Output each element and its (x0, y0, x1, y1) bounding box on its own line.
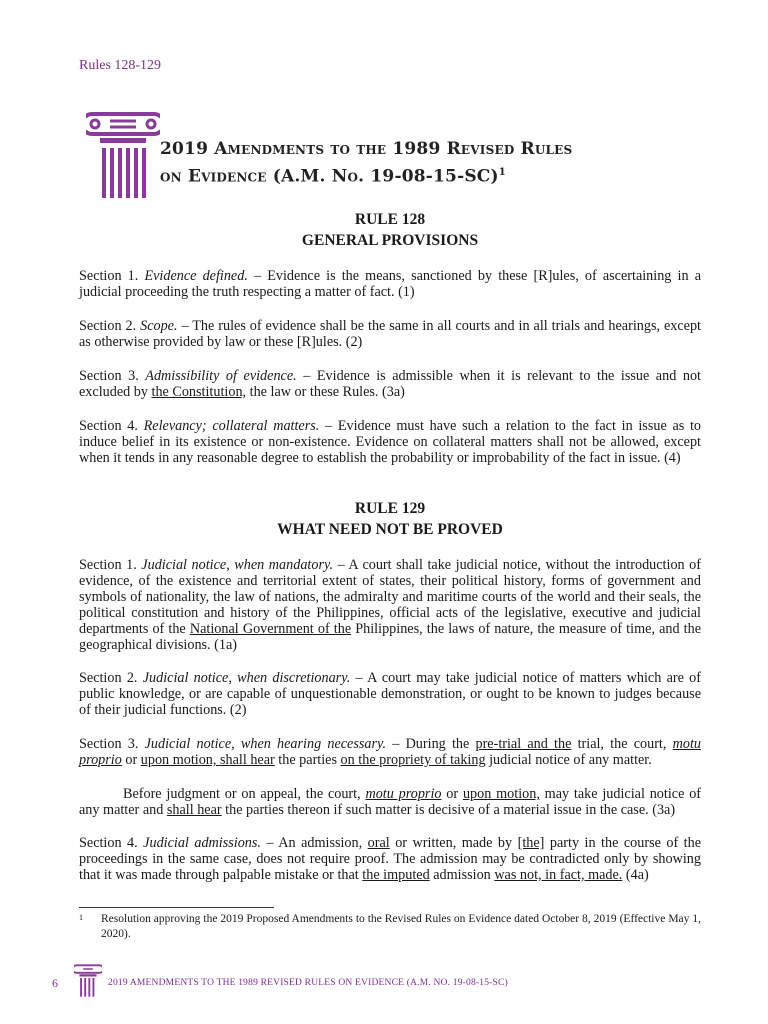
section-body: – The rules of evidence shall be the same in all courts and in all trials and hearings, except as otherwise provided by law or these [R]ules. (2) (79, 318, 701, 350)
section-body: the parties thereon if such matter is decisive of a material issue in the case. (3a) (221, 802, 676, 818)
amended-text: upon motion, (462, 786, 540, 802)
section-body: – During the (386, 736, 476, 752)
section-body: party in the course of the proceedings in the same case, does not require proof. The admission may be contradicted only by showing that it was made through palpable mistake or that (79, 835, 701, 883)
section-body: – Evidence is the means, sanctioned by these [R]ules, of ascertaining in a judicial proceeding the truth respecting a matter of fact. (1) (79, 268, 701, 300)
rule-129-name: WHAT NEED NOT BE PROVED (277, 521, 503, 538)
rule128-section-1 (79, 268, 701, 300)
section-body: or (441, 786, 463, 802)
section-heading: Admissibility of evidence. (145, 368, 297, 384)
pillar-icon (74, 963, 102, 999)
section-body: – A court shall take judicial notice, without the introduction of evidence, of the existence and territorial extent of states, their political history, forms of government and symbols of nationality, the law of nations, the admiralty and maritime courts of the world and their seals, the political constitution and history of the Philippines, official acts of the legislative, executive and judicial departments of the (79, 557, 701, 637)
rule129-section-1 (79, 557, 701, 653)
section-label: Section 2. (79, 318, 141, 334)
section-label: Section 4. (79, 835, 144, 851)
rule128-section-3 (79, 368, 701, 400)
footnote (79, 912, 701, 942)
amended-text: was not, in fact, made. (494, 867, 623, 883)
section-label: Section 3. (79, 736, 145, 752)
section-heading: Relevancy; collateral matters. (143, 418, 320, 434)
section-body: trial, the court, (571, 736, 673, 752)
section-label: Section 1. (79, 268, 145, 284)
document-title (160, 137, 680, 189)
amended-text: the Constitution, (151, 384, 247, 400)
footnote-divider (79, 907, 274, 908)
section-body: judicial notice of any matter. (485, 752, 652, 768)
section-body: Before judgment or on appeal, the court, (123, 786, 366, 802)
title-line-2 (160, 161, 680, 189)
section-label: Section 4. (79, 418, 144, 434)
section-body: Philippines, the laws of nature, the measure of time, and the geographical divisions. (1a) (79, 621, 702, 653)
amended-text: [the] (517, 835, 545, 851)
section-body: may take judicial notice of any matter and (79, 786, 702, 818)
section-heading: Judicial admissions. (143, 835, 261, 851)
section-body: – Evidence must have such a relation to the fact in issue as to induce belief in its existence or non-existence. Evidence on collateral matters shall not be allowed, except when it tends in any reasonable degree to establish the probability or improbability of the fact in issue. (4) (79, 418, 702, 466)
page-number: 6 (52, 976, 58, 990)
section-body: the law or these Rules. (3a) (246, 384, 405, 400)
rule129-section-3-paragraph-2 (79, 786, 701, 818)
title-line-2-text: on Evidence (A.M. No. 19-08-15-SC) (160, 166, 499, 187)
amended-text: on the propriety of taking (340, 752, 486, 768)
amended-text: motu proprio (79, 736, 701, 768)
running-header: Rules 128-129 (79, 58, 162, 73)
rule-128-heading (79, 209, 701, 251)
rule-128-name: GENERAL PROVISIONS (301, 232, 479, 249)
footnote-number: 1 (79, 913, 83, 922)
title-footnote-mark: 1 (498, 167, 506, 178)
amended-text: pre-trial and the (475, 736, 572, 752)
rule-128-number: RULE 128 (354, 211, 426, 228)
section-heading: Judicial notice, when mandatory. (141, 557, 334, 573)
section-body: (4a) (622, 867, 649, 883)
section-heading: Scope. (140, 318, 178, 334)
amended-text: the imputed (362, 867, 430, 883)
section-body: admission (429, 867, 495, 883)
amended-text: oral (367, 835, 390, 851)
amended-text: National Government of the (189, 621, 352, 637)
amended-text: upon motion, shall hear (140, 752, 275, 768)
rule129-section-4 (79, 835, 701, 883)
running-footer-title: 2019 AMENDMENTS TO THE 1989 REVISED RULES ON EVIDENCE (A.M. NO. 19-08-15-SC) (108, 978, 508, 988)
section-heading: Judicial notice, when discretionary. (142, 670, 351, 686)
title-line-1: 2019 Amendments to the 1989 Revised Rules (160, 139, 573, 159)
section-heading: Judicial notice, when hearing necessary. (144, 736, 387, 752)
section-body: or written, made by (389, 835, 518, 851)
pillar-icon (86, 108, 160, 204)
rule-129-number: RULE 129 (354, 500, 426, 517)
amended-text: shall hear (166, 802, 222, 818)
rule128-section-2 (79, 318, 701, 350)
rule129-section-3 (79, 736, 701, 768)
section-body: – A court may take judicial notice of matters which are of public knowledge, or are capable of unquestionable demonstration, or ought to be known to judges because of their judicial functions. (2) (79, 670, 701, 718)
section-body: – Evidence is admissible when it is relevant to the issue and not excluded by (79, 368, 701, 400)
rule128-section-4 (79, 418, 701, 466)
rule-129-heading (79, 498, 701, 540)
footnote-text: Resolution approving the 2019 Proposed Amendments to the Revised Rules on Evidence dated October 8, 2019 (Effective May 1, 2020). (101, 913, 701, 940)
section-heading: Evidence defined. (144, 268, 248, 284)
amended-text: motu proprio (365, 786, 442, 802)
section-body: the parties (274, 752, 341, 768)
section-label: Section 3. (79, 368, 146, 384)
section-body: – An admission, (260, 835, 368, 851)
rule129-section-2 (79, 670, 701, 718)
section-body: or (121, 752, 141, 768)
section-label: Section 2. (79, 670, 143, 686)
section-label: Section 1. (79, 557, 142, 573)
